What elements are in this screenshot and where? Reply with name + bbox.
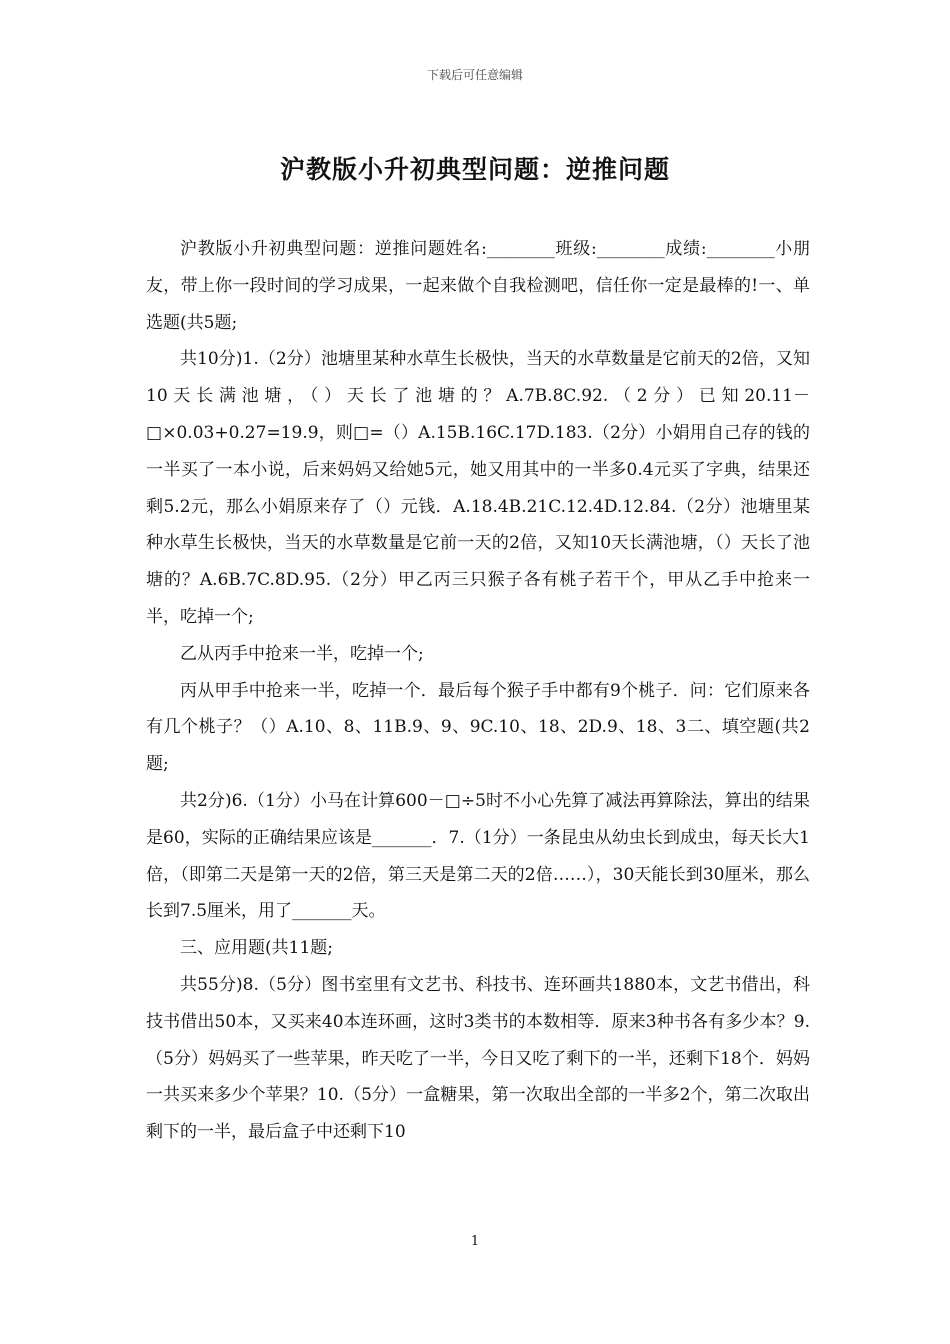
paragraph-q5-b: 乙从丙手中抢来一半，吃掉一个; — [180, 643, 424, 664]
paragraph-single-choice: 共10分)1.（2分）池塘里某种水草生长极快，当天的水草数量是它前天的2倍，又知10天长满池塘，（）天长了池塘的？A.7B.8C.92.（2分）已知20.11－□×0.03+0.27=19.9，则□=（）A.15B.16C.17D.183.（2分）小娟用自己存的钱的一半买了一本小说，后来妈妈又给她5元，她又用其中的一半多0.4元买了字典，结果还剩5.2元，那么小娟原来存了（）元钱．A.18.4B.21C.12.4D.12.84.（2分）池塘里某种水草生长极快，当天的水草数量是它前一天的2倍，又知10天长满池塘，（）天长了池塘的？A.6B.7C.8D.95.（2分）甲乙丙三只猴子各有桃子若干个，甲从乙手中抢来一半，吃掉一个; — [146, 349, 810, 627]
header-note: 下载后可任意编辑 — [426, 68, 523, 82]
paragraph-section-three-heading: 三、应用题(共11题; — [180, 938, 333, 959]
document-body — [146, 231, 810, 1151]
paragraph-intro: 沪教版小升初典型问题：逆推问题姓名:________班级:________成绩:________小朋友，带上你一段时间的学习成果，一起来做个自我检测吧，信任你一定是最棒的!一、单选题(共5题; — [146, 239, 810, 333]
paragraph-q5-c: 丙从甲手中抢来一半，吃掉一个．最后每个猴子手中都有9个桃子．问：它们原来各有几个桃子？（）A.10、8、11B.9、9、9C.10、18、2D.9、18、3二、填空题(共2题; — [146, 680, 810, 775]
paragraph-application: 共55分)8.（5分）图书室里有文艺书、科技书、连环画共1880本，文艺书借出，科技书借出50本，又买来40本连环画，这时3类书的本数相等．原来3种书各有多少本？9.（5分）妈妈买了一些苹果，昨天吃了一半，今日又吃了剩下的一半，还剩下18个．妈妈一共买来多少个苹果？10.（5分）一盒糖果，第一次取出全部的一半多2个，第二次取出剩下的一半，最后盒子中还剩下10 — [146, 974, 810, 1143]
document-title: 沪教版小升初典型问题：逆推问题 — [279, 155, 670, 184]
page-number: 1 — [470, 1234, 480, 1249]
paragraph-fill-blank: 共2分)6.（1分）小马在计算600－□÷5时不小心先算了减法再算除法，算出的结果是60，实际的正确结果应该是_______．7.（1分）一条昆虫从幼虫长到成虫，每天长大1倍，（即第二天是第一天的2倍，第三天是第二天的2倍……），30天能长到30厘米，那么长到7.5厘米，用了_______天。 — [146, 790, 810, 922]
